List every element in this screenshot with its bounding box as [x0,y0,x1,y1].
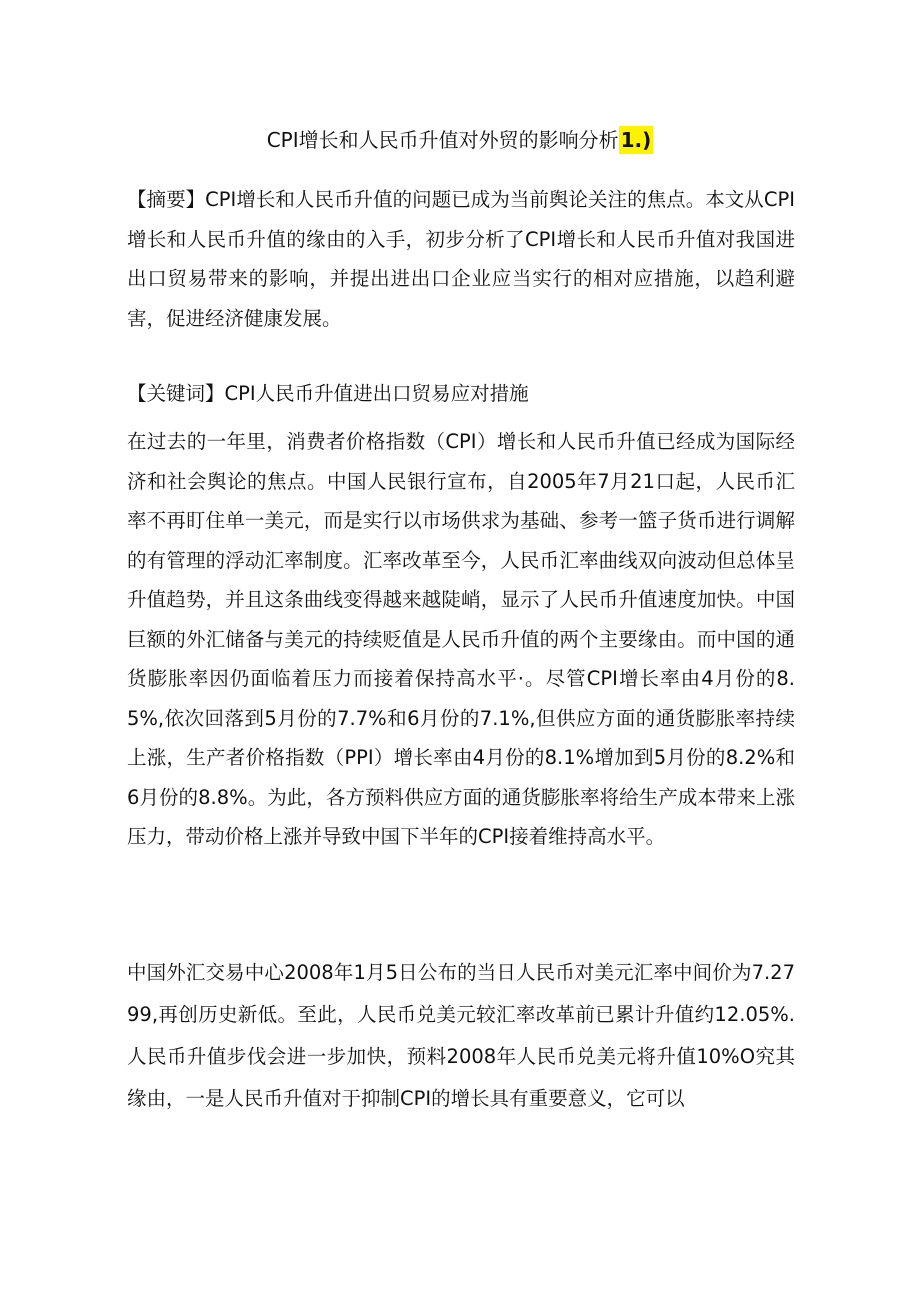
keywords-text: CPI人民币升值进出口贸易应对措施 [224,382,529,405]
body-paragraph-1: 在过去的一年里，消费者价格指数（CPI）增长和人民币升值已经成为国际经济和社会舆论的焦点。中国人民银行宣布，自2005年7月21口起，人民币汇率不再盯住单一美元，而是实行以市场供求为基础、参考一篮子货币进行调解的有管理的浮动汇率制度。汇率改革至今，人民币汇率曲线双向波动但总体呈升值趋势，并且这条曲线变得越来越陡峭，显示了人民币升值速度加快。中国巨额的外汇储备与美元的持续贬值是人民币升值的两个主要缘由。而中国的通货膨胀率因仍面临着压力而接着保持高水平·。尽管CPI增长率由4月份的8.5%,依次回落到5月份的7.7%和6月份的7.1%,但供应方面的通货膨胀率持续上涨，生产者价格指数（PPI）增长率由4月份的8.1%增加到5月份的8.2%和6月份的8.8%。为此，各方预料供应方面的通货膨胀率将给生产成本带来上涨压力，带动价格上涨并导致中国下半年的CPI接着维持高水平。 [127,430,795,848]
document-title [0,122,920,158]
title-text: CPI增长和人民币升值对外贸的影响分析 [266,128,619,152]
keywords-paragraph [127,374,795,414]
title-marker: 1.) [620,128,652,152]
keywords-label: 【关键词】 [127,382,225,405]
abstract-text: CPI增长和人民币升值的问题已成为当前舆论关注的焦点。本文从CPI增长和人民币升值的缘由的入手，初步分析了CPI增长和人民币升值对我国进出口贸易带来的影响，并提出进出口企业应当实行的相对应措施，以趋利避害，促进经济健康发展。 [127,188,795,330]
abstract-paragraph [127,180,795,338]
abstract-label: 【摘要】 [127,188,206,211]
body-paragraph-2: 中国外汇交易中心2008年1月5日公布的当日人民币对美元汇率中间价为7.2799,再创历史新低。至此，人民币兑美元较汇率改革前已累计升值约12.05%.人民币升值步伐会进一步加快，预料2008年人民币兑美元将升值10%O究其缘由，一是人民币升值对于抑制CPI的增长具有重要意义，它可以 [127,961,795,1110]
